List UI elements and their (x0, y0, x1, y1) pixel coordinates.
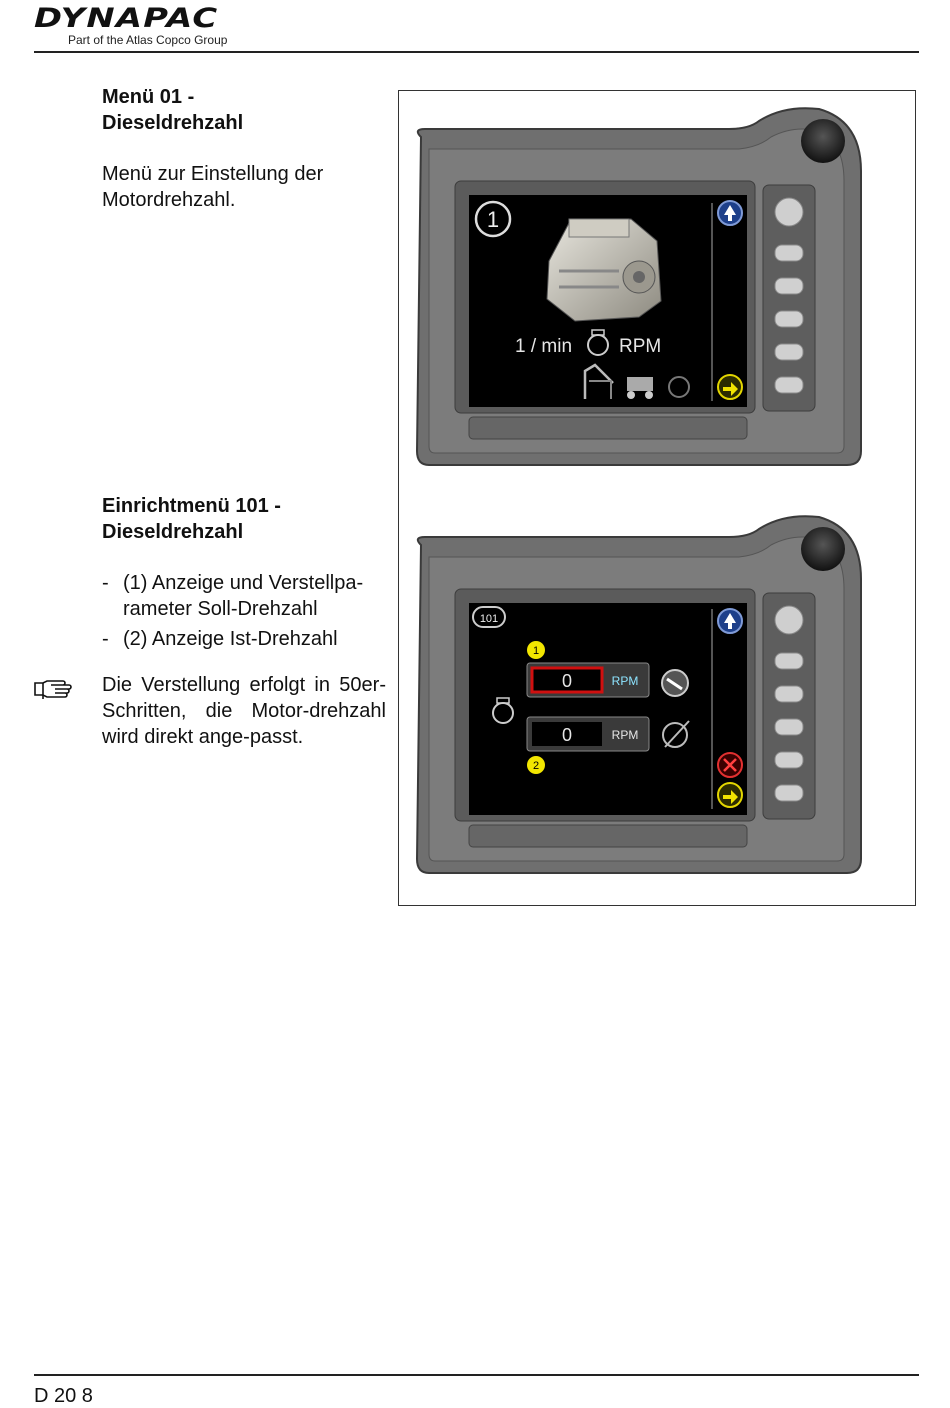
figure-menu-01 (398, 90, 916, 498)
section1-desc-line2: Motordrehzahl. (102, 189, 236, 211)
note-text: Die Verstellung erfolgt in 50er-Schritten, die Motor-drehzahl wird direkt ange-passt. (102, 674, 386, 748)
display-unit-101 (399, 497, 915, 905)
section2-bullets (102, 570, 363, 652)
footer-rule (34, 1374, 919, 1376)
section2-title (102, 493, 281, 545)
section1-desc-line1: Menü zur Einstellung der (102, 163, 324, 185)
side-button-1[interactable] (775, 245, 803, 261)
screen (469, 603, 747, 815)
rotary-knob-icon (801, 119, 845, 163)
dynapac-logo (34, 4, 227, 47)
section1-title-line2: Dieseldrehzahl (102, 112, 244, 134)
bullet-dash: - (102, 572, 109, 594)
bullet-1-line2: rameter Soll-Drehzahl (123, 598, 318, 620)
side-button-5[interactable] (775, 377, 803, 393)
side-button-2[interactable] (775, 278, 803, 294)
bullet-text (123, 570, 363, 622)
section1-title (102, 84, 243, 136)
button-top[interactable] (775, 606, 803, 634)
rpm-per-min-label: 1 / min (515, 336, 573, 357)
brand-tagline: Part of the Atlas Copco Group (68, 33, 228, 47)
side-button-5[interactable] (775, 785, 803, 801)
marker-2-label: 2 (532, 760, 540, 772)
section2-title-line1: Einrichtmenü 101 - (102, 495, 281, 517)
setpoint-dial-icon (662, 670, 688, 696)
actual-rpm-unit: RPM (611, 728, 639, 742)
side-button-1[interactable] (775, 653, 803, 669)
pointing-hand-icon (33, 677, 75, 703)
page-reference: D 20 8 (34, 1385, 93, 1407)
section1-title-line1: Menü 01 - (102, 86, 195, 108)
bullet-2-line1: (2) Anzeige Ist-Drehzahl (123, 628, 338, 650)
bullet-item-1 (102, 570, 363, 622)
engine-icon (547, 219, 661, 321)
brand-name: DYNAPAC (34, 3, 219, 34)
display-unit-01 (399, 91, 915, 497)
side-button-2[interactable] (775, 686, 803, 702)
side-button-4[interactable] (775, 752, 803, 768)
menu-number: 1 (486, 207, 500, 232)
side-button-3[interactable] (775, 311, 803, 327)
bullet-dash: - (102, 628, 109, 650)
menu-number: 101 (479, 613, 499, 625)
rotary-knob-icon (801, 527, 845, 571)
header-rule (34, 51, 919, 53)
button-top[interactable] (775, 198, 803, 226)
marker-1-label: 1 (532, 645, 540, 657)
rpm-label: RPM (619, 336, 662, 357)
actual-rpm-value: 0 (561, 725, 573, 745)
section2-title-line2: Dieseldrehzahl (102, 521, 244, 543)
setpoint-unit: RPM (611, 674, 639, 688)
setpoint-value: 0 (561, 671, 573, 691)
figure-menu-101 (398, 497, 916, 906)
bullet-item-2 (102, 626, 363, 652)
side-button-4[interactable] (775, 344, 803, 360)
side-button-3[interactable] (775, 719, 803, 735)
section1-description (102, 161, 323, 213)
bullet-1-line1: (1) Anzeige und Verstellpa- (123, 572, 364, 594)
